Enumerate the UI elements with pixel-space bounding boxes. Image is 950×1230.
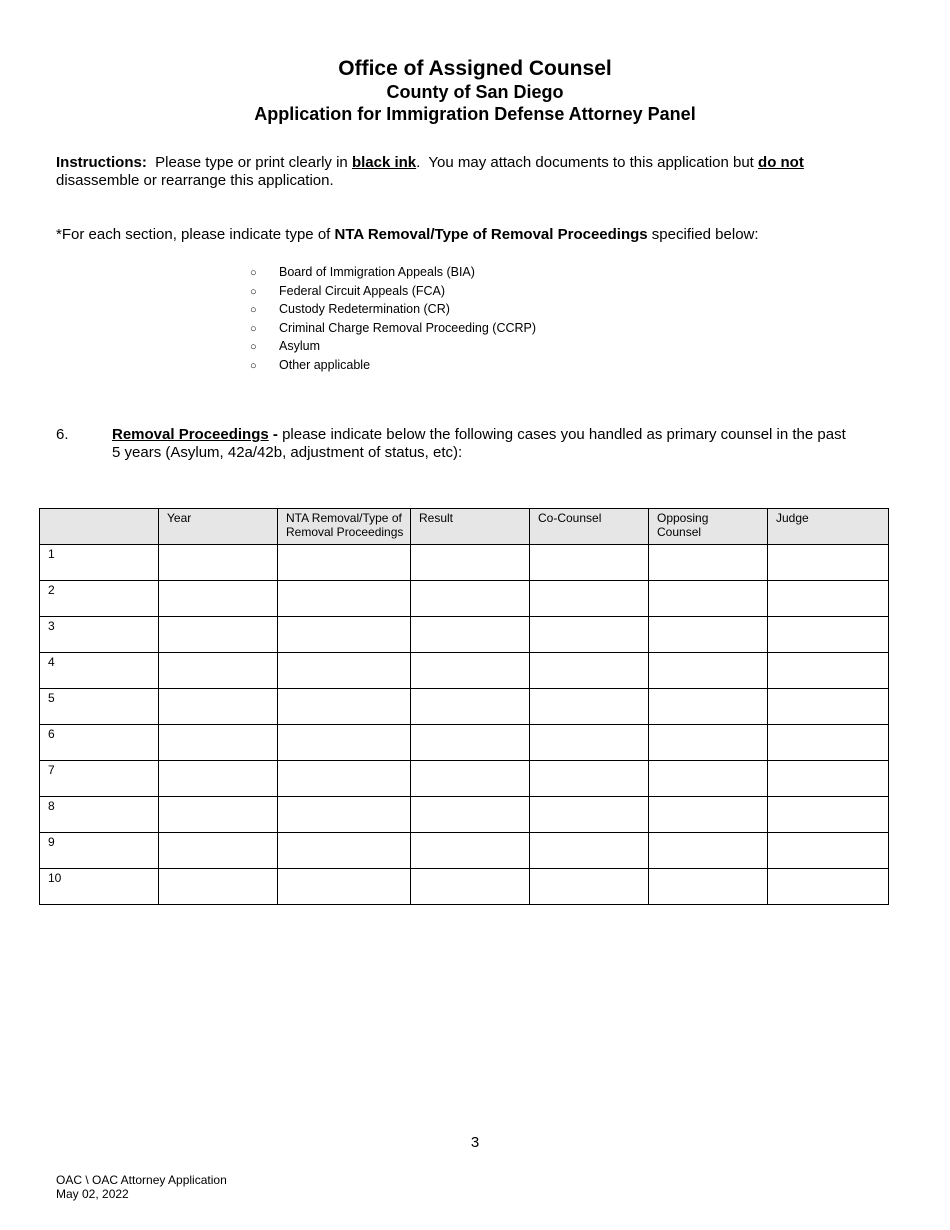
opposing-counsel-cell[interactable] — [649, 869, 768, 905]
option-label: Federal Circuit Appeals (FCA) — [279, 283, 446, 298]
result-cell[interactable] — [411, 833, 530, 869]
result-cell[interactable] — [411, 545, 530, 581]
option-label: Custody Redetermination (CR) — [279, 302, 450, 316]
table-row — [40, 653, 889, 689]
judge-cell[interactable] — [768, 617, 889, 653]
opposing-counsel-cell[interactable] — [649, 761, 768, 797]
county-title: County of San Diego — [386, 82, 564, 102]
option-label: Asylum — [279, 339, 320, 353]
judge-cell[interactable] — [768, 689, 889, 725]
judge-cell[interactable] — [768, 869, 889, 905]
row-number: 4 — [40, 653, 159, 689]
nta-cell[interactable] — [278, 761, 411, 797]
header-opposing-line-1: Opposing — [657, 511, 709, 525]
co-counsel-cell[interactable] — [530, 833, 649, 869]
application-title: Application for Immigration Defense Attorney Panel — [254, 104, 696, 124]
judge-cell[interactable] — [768, 581, 889, 617]
table-row — [40, 761, 889, 797]
opposing-counsel-cell[interactable] — [649, 653, 768, 689]
section-text — [112, 426, 852, 462]
instructions-text-2: . You may attach documents to this application but — [416, 154, 759, 171]
option-label: Other applicable — [279, 357, 371, 372]
option-label: Criminal Charge Removal Proceeding (CCRP) — [279, 320, 537, 335]
header-row-number — [40, 509, 159, 545]
table-row — [40, 545, 889, 581]
opposing-counsel-cell[interactable] — [649, 797, 768, 833]
opposing-counsel-cell[interactable] — [649, 689, 768, 725]
circle-bullet-icon: ○ — [250, 285, 257, 298]
row-number: 8 — [40, 797, 159, 833]
co-counsel-cell[interactable] — [530, 545, 649, 581]
opposing-counsel-cell[interactable] — [649, 545, 768, 581]
opposing-counsel-cell[interactable] — [649, 833, 768, 869]
row-number: 2 — [40, 581, 159, 617]
result-cell[interactable] — [411, 689, 530, 725]
nta-cell[interactable] — [278, 617, 411, 653]
footer-path: OAC \ OAC Attorney Application — [56, 1173, 227, 1187]
option-label: Board of Immigration Appeals (BIA) — [279, 265, 475, 279]
section-description: please indicate below the following cases you handled as primary counsel in the past 5 years (Asylum, 42a/42b, adjustment of status, etc): — [112, 426, 846, 461]
table-row — [40, 617, 889, 653]
page-number: 3 — [470, 1134, 480, 1151]
section-title: Removal Proceedings — [112, 426, 269, 443]
row-number: 7 — [40, 761, 159, 797]
nta-cell[interactable] — [278, 581, 411, 617]
list-item — [250, 300, 536, 319]
circle-bullet-icon: ○ — [250, 341, 257, 353]
circle-bullet-icon: ○ — [250, 267, 257, 279]
nta-cell[interactable] — [278, 725, 411, 761]
result-cell[interactable] — [411, 869, 530, 905]
section-number: 6. — [56, 426, 69, 443]
list-item — [250, 282, 536, 301]
instructions-paragraph — [56, 154, 846, 190]
header-opposing-counsel — [649, 509, 768, 545]
document-footer — [56, 1173, 227, 1201]
list-item — [250, 356, 536, 375]
instructions-text-1: Please type or print clearly in — [146, 154, 352, 171]
header-judge: Judge — [768, 509, 889, 545]
indicate-type-paragraph — [56, 226, 846, 244]
row-number: 1 — [40, 545, 159, 581]
header-opposing-line-2: Counsel — [657, 525, 702, 539]
result-cell[interactable] — [411, 653, 530, 689]
circle-bullet-icon: ○ — [250, 359, 257, 372]
result-cell[interactable] — [411, 761, 530, 797]
year-cell[interactable] — [159, 725, 278, 761]
indicate-prefix: *For each section, please indicate type of — [56, 226, 335, 243]
nta-cell[interactable] — [278, 689, 411, 725]
header-nta-line-1: NTA Removal/Type of — [286, 511, 402, 525]
list-item — [250, 263, 536, 282]
opposing-counsel-cell[interactable] — [649, 581, 768, 617]
year-cell[interactable] — [159, 545, 278, 581]
row-number: 9 — [40, 833, 159, 869]
co-counsel-cell[interactable] — [530, 689, 649, 725]
indicate-suffix: specified below: — [647, 226, 759, 243]
header-nta-removal — [278, 509, 411, 545]
opposing-counsel-cell[interactable] — [649, 617, 768, 653]
co-counsel-cell[interactable] — [530, 725, 649, 761]
header-year: Year — [159, 509, 278, 545]
list-item — [250, 337, 536, 356]
row-number: 6 — [40, 725, 159, 761]
instructions-text-3: disassemble or rearrange this application. — [56, 172, 334, 189]
table-row — [40, 581, 889, 617]
table-row — [40, 725, 889, 761]
co-counsel-cell[interactable] — [530, 617, 649, 653]
office-title: Office of Assigned Counsel — [338, 57, 612, 80]
year-cell[interactable] — [159, 653, 278, 689]
year-cell[interactable] — [159, 797, 278, 833]
year-cell[interactable] — [159, 617, 278, 653]
table-row — [40, 869, 889, 905]
opposing-counsel-cell[interactable] — [649, 725, 768, 761]
proceeding-type-list — [250, 263, 536, 374]
result-cell[interactable] — [411, 797, 530, 833]
year-cell[interactable] — [159, 689, 278, 725]
year-cell[interactable] — [159, 869, 278, 905]
judge-cell[interactable] — [768, 545, 889, 581]
co-counsel-cell[interactable] — [530, 797, 649, 833]
table-row — [40, 689, 889, 725]
header-result: Result — [411, 509, 530, 545]
row-number: 5 — [40, 689, 159, 725]
year-cell[interactable] — [159, 581, 278, 617]
header-co-counsel: Co-Counsel — [530, 509, 649, 545]
nta-cell[interactable] — [278, 653, 411, 689]
row-number: 3 — [40, 617, 159, 653]
co-counsel-cell[interactable] — [530, 581, 649, 617]
indicate-bold: NTA Removal/Type of Removal Proceedings — [334, 226, 648, 243]
circle-bullet-icon: ○ — [250, 304, 257, 316]
result-cell[interactable] — [411, 581, 530, 617]
black-ink-emphasis: black ink — [351, 154, 417, 171]
do-not-emphasis: do not — [758, 154, 804, 171]
co-counsel-cell[interactable] — [530, 869, 649, 905]
section-dash: - — [268, 426, 278, 443]
nta-cell[interactable] — [278, 869, 411, 905]
nta-cell[interactable] — [278, 545, 411, 581]
circle-bullet-icon: ○ — [250, 322, 257, 335]
result-cell[interactable] — [411, 725, 530, 761]
list-item — [250, 319, 536, 338]
table-row — [40, 833, 889, 869]
table-header-row — [40, 509, 889, 545]
judge-cell[interactable] — [768, 797, 889, 833]
co-counsel-cell[interactable] — [530, 761, 649, 797]
document-header — [0, 56, 950, 125]
row-number: 10 — [40, 869, 159, 905]
co-counsel-cell[interactable] — [530, 653, 649, 689]
judge-cell[interactable] — [768, 761, 889, 797]
instructions-label: Instructions: — [56, 154, 147, 171]
result-cell[interactable] — [411, 617, 530, 653]
nta-cell[interactable] — [278, 833, 411, 869]
table-row — [40, 797, 889, 833]
judge-cell[interactable] — [768, 725, 889, 761]
year-cell[interactable] — [159, 761, 278, 797]
nta-cell[interactable] — [278, 797, 411, 833]
judge-cell[interactable] — [768, 653, 889, 689]
cases-table — [39, 508, 889, 905]
header-nta-line-2: Removal Proceedings — [286, 525, 404, 539]
footer-date: May 02, 2022 — [56, 1187, 129, 1201]
judge-cell[interactable] — [768, 833, 889, 869]
year-cell[interactable] — [159, 833, 278, 869]
